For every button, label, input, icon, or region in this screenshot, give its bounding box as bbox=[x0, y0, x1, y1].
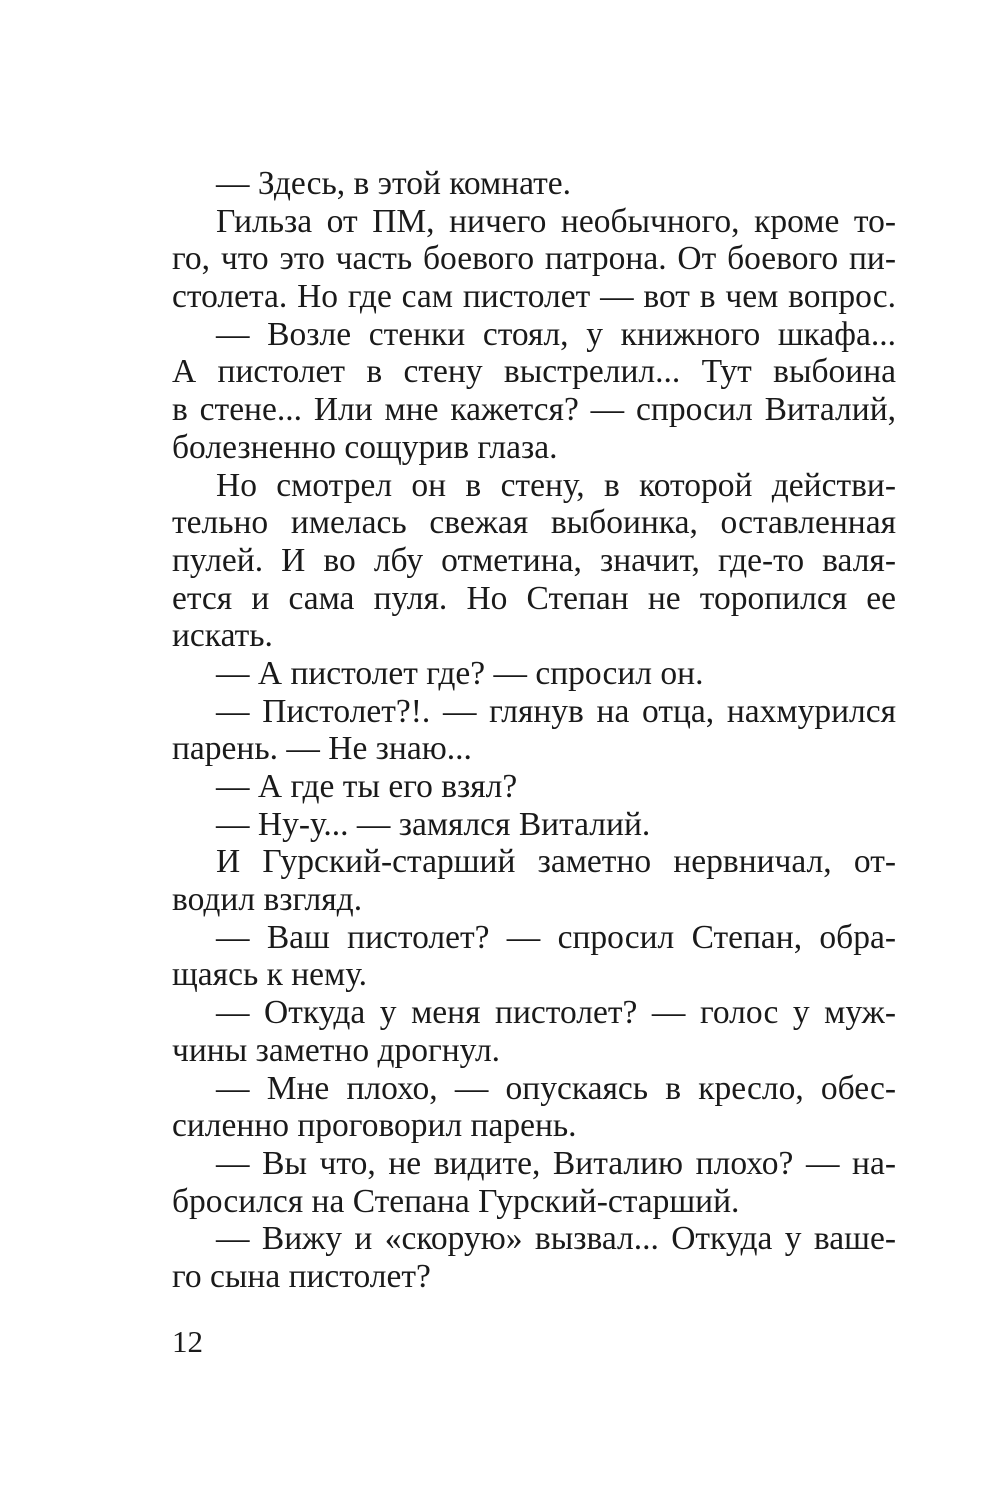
text-line: — Возле стенки стоял, у книжного шкафа... bbox=[216, 315, 896, 353]
text-line: — А пистолет где? — спросил он. bbox=[216, 654, 704, 692]
text-line: И Гурский-старший заметно нервничал, от- bbox=[216, 843, 896, 881]
page-number: 12 bbox=[172, 1324, 203, 1359]
text-line: парень. — Не знаю... bbox=[172, 730, 472, 768]
text-line: водил взгляд. bbox=[172, 881, 363, 919]
text-line: Гильза от ПМ, ничего необычного, кроме то- bbox=[216, 202, 896, 240]
text-line: го, что это часть боевого патрона. От боевого пи- bbox=[172, 240, 896, 278]
text-line: — Ну-у... — замялся Виталий. bbox=[216, 805, 651, 843]
text-line: пулей. И во лбу отметина, значит, где-то валя- bbox=[172, 541, 896, 579]
text-line: — Вижу и «скорую» вызвал... Откуда у ваше- bbox=[216, 1220, 896, 1258]
body-text bbox=[172, 165, 896, 1296]
text-line: — Откуда у меня пистолет? — голос у муж- bbox=[216, 994, 896, 1032]
text-line: Но смотрел он в стену, в которой действи- bbox=[216, 466, 896, 504]
text-line: тельно имелась свежая выбоинка, оставленная bbox=[172, 504, 896, 542]
text-line: — Пистолет?!. — глянув на отца, нахмурился bbox=[216, 692, 896, 730]
text-line: в стене... Или мне кажется? — спросил Виталий, bbox=[172, 391, 896, 429]
text-line: столета. Но где сам пистолет — вот в чем вопрос. bbox=[172, 278, 896, 316]
text-line: — Вы что, не видите, Виталию плохо? — на- bbox=[216, 1144, 896, 1182]
text-line: болезненно сощурив глаза. bbox=[172, 428, 558, 466]
text-line: А пистолет в стену выстрелил... Тут выбоина bbox=[172, 353, 896, 391]
text-line: силенно проговорил парень. bbox=[172, 1107, 577, 1145]
text-line: — Мне плохо, — опускаясь в кресло, обес- bbox=[216, 1069, 896, 1107]
text-line: щаясь к нему. bbox=[172, 956, 368, 994]
text-line: чины заметно дрогнул. bbox=[172, 1031, 501, 1069]
text-line: ется и сама пуля. Но Степан не торопился ее bbox=[172, 579, 896, 617]
text-line: бросился на Степана Гурский-старший. bbox=[172, 1182, 740, 1220]
text-line: — Здесь, в этой комнате. bbox=[216, 165, 571, 202]
text-line: — А где ты его взял? bbox=[216, 768, 518, 805]
text-line: го сына пистолет? bbox=[172, 1257, 431, 1295]
text-line: — Ваш пистолет? — спросил Степан, обра- bbox=[216, 918, 896, 956]
text-line: искать. bbox=[172, 617, 273, 655]
